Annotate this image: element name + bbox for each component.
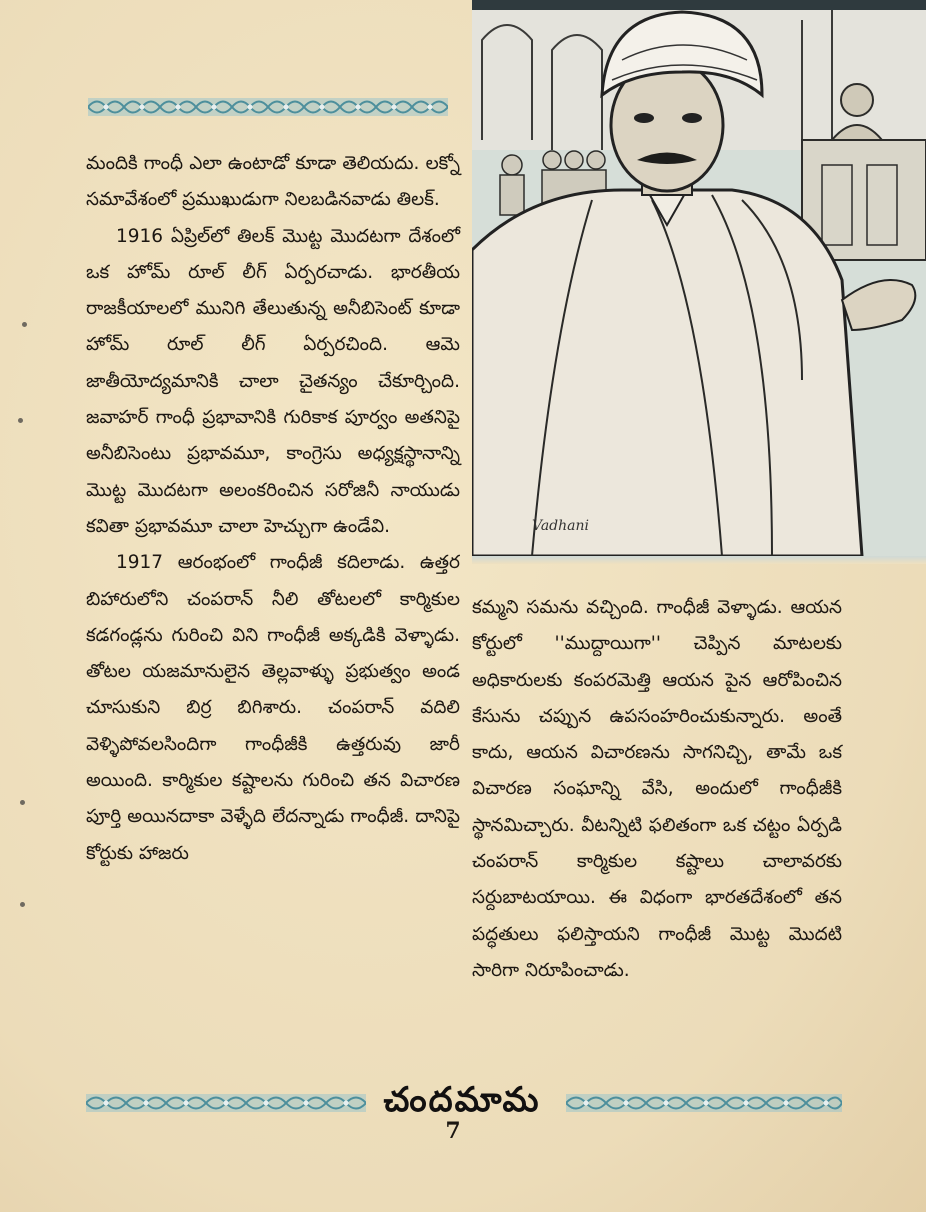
bottom-left-decorative-border <box>86 1092 366 1114</box>
magazine-masthead: చందమామ <box>383 1080 541 1120</box>
left-paragraph-2: 1916 ఏప్రిల్‌లో తిలక్ మొట్ట మొదటగా దేశంలో ఒక హోమ్ రూల్ లీగ్ ఏర్పరచాడు. భారతీయ రాజకీయాలలో మునిగి తేలుతున్న అనీబిసెంట్ కూడా హోమ్ రూల్ లీగ్ ఏర్పరచింది. ఆమె జాతీయోద్యమానికి చాలా చైతన్యం చేకూర్చింది. జవాహర్ గాంధీ ప్రభావానికి గురికాక పూర్వం అతనిపై అనీబిసెంటు ప్రభావమూ, కాంగ్రెసు అధ్యక్షస్థానాన్ని మొట్ట మొదటగా అలంకరించిన సరోజినీ నాయుడు కవితా ప్రభావమూ చాలా హెచ్చుగా ఉండేవి. <box>86 225 460 537</box>
margin-dot <box>22 322 27 327</box>
left-paragraph-1: మందికి గాంధీ ఎలా ఉంటాడో కూడా తెలియదు. లక్నో సమావేశంలో ప్రముఖుడుగా నిలబడినవాడు తిలక్. <box>86 153 460 211</box>
right-paragraph-1: కమ్మని సమను వచ్చింది. గాంధీజీ వెళ్ళాడు. ఆయన కోర్టులో ''ముద్దాయిగా'' చెప్పిన మాటలకు అధికారులకు కంపరమెత్తి ఆయన పైన ఆరోపించిన కేసును చప్పున ఉపసంహరించుకున్నారు. అంతే కాదు, ఆయన విచారణను సాగనిచ్చి, తామే ఒక విచారణ సంఘాన్ని వేసి, అందులో గాంధీజీకి స్థానమిచ్చారు. వీటన్నిటి ఫలితంగా ఒక చట్టం ఏర్పడి చంపరాన్ కార్మికుల కష్టాలు చాలావరకు సర్దుబాటయాయి. ఈ విధంగా భారతదేశంలో తన పద్ధతులు ఫలిస్తాయని గాంధీజీ మొట్ట మొదటి సారిగా నిరూపించాడు. <box>472 597 842 981</box>
gandhi-illustration <box>472 0 926 556</box>
margin-dot <box>20 800 25 805</box>
illustration-bottom-shade <box>472 556 926 564</box>
left-paragraph-3: 1917 ఆరంభంలో గాంధీజీ కదిలాడు. ఉత్తర బిహారులోని చంపరాన్ నీలి తోటలలో కార్మికుల కడగండ్లను గురించి విని గాంధీజీ అక్కడికి వెళ్ళాడు. తోటల యజమానులైన తెల్లవాళ్ళు ప్రభుత్వం అండ చూసుకుని బిర్ర బిగిశారు. చంపరాన్ వదిలి వెళ్ళిపోవలసిందిగా గాంధీజీకి ఉత్తరువు జారీ అయింది. కార్మికుల కష్టాలను గురించి తన విచారణ పూర్తి అయినదాకా వెళ్ళేది లేదన్నాడు గాంధీజీ. దానిపై కోర్టుకు హాజరు <box>86 552 460 864</box>
left-text-column <box>86 146 460 872</box>
margin-dot <box>18 418 23 423</box>
margin-dot <box>20 902 25 907</box>
right-text-column <box>472 590 842 989</box>
page-number: 7 <box>445 1118 461 1144</box>
bottom-right-decorative-border <box>566 1092 842 1114</box>
artist-signature: Vadhani <box>532 518 589 534</box>
top-decorative-border <box>88 96 448 118</box>
